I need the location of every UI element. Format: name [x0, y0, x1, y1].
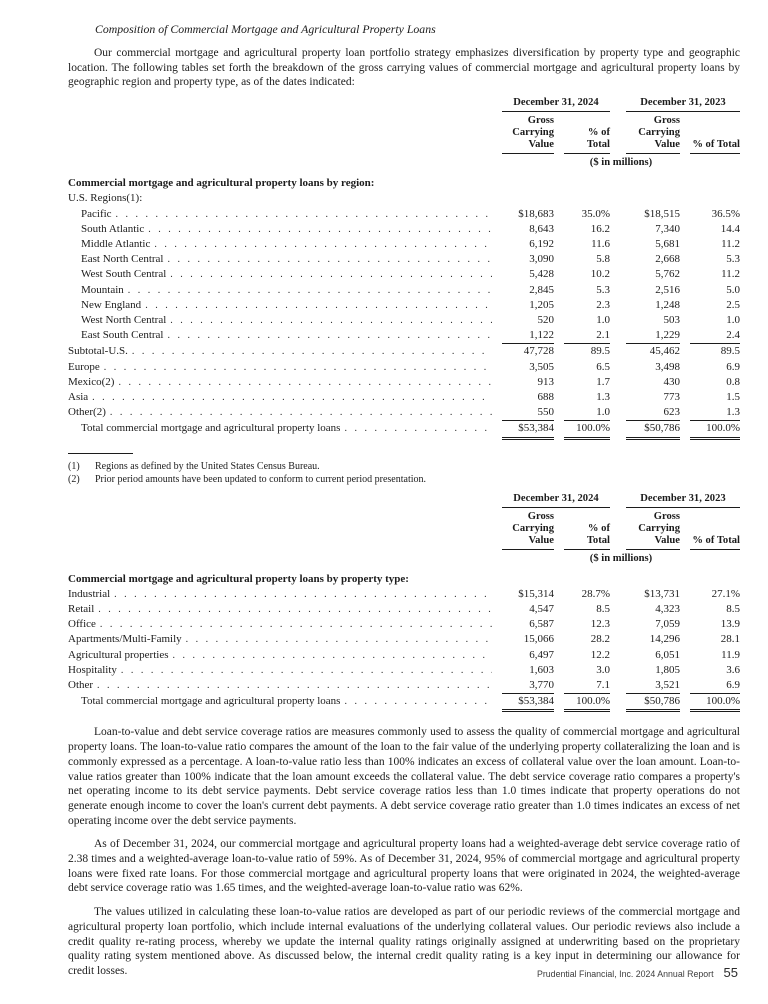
cell-value: 36.5%	[711, 207, 740, 220]
cell-value: 5.3	[726, 253, 740, 266]
cell-value: 2.5	[726, 298, 740, 311]
intro-paragraph: Our commercial mortgage and agricultural property loan portfolio strategy emphasizes diversification by property type and geographic location. The following tables set forth the breakdown of the gross carrying values of commercial mortgage and agricultural property loans by geographic region and property type, as of the dates indicated:	[68, 47, 740, 89]
column-group-header: December 31, 2023	[626, 97, 740, 112]
cell-value: 1.5	[726, 390, 740, 403]
dot-leader	[164, 328, 493, 343]
footnote	[68, 473, 740, 486]
cell-value: 8.5	[596, 602, 610, 615]
cell-value: 1,205	[529, 298, 554, 311]
units-note: ($ in millions)	[589, 157, 653, 169]
table-row	[68, 617, 740, 632]
dot-leader	[128, 344, 492, 359]
page-title: Composition of Commercial Mortgage and Agricultural Property Loans	[95, 22, 436, 36]
cell-value: 7,059	[655, 618, 680, 631]
cell-value: 27.1%	[711, 587, 740, 600]
cell-value: 1.3	[690, 405, 740, 421]
dot-leader	[141, 298, 492, 313]
table-row	[68, 207, 740, 222]
cell-value: 12.2	[590, 648, 610, 661]
footnote	[68, 460, 740, 473]
table-row	[68, 191, 740, 206]
table-row	[68, 298, 740, 313]
cell-value: 1,248	[655, 298, 680, 311]
footnote-divider	[68, 453, 133, 454]
cell-value: 100.0%	[690, 694, 740, 712]
row-label: South Atlantic	[81, 222, 145, 235]
cell-value: 89.5	[720, 345, 740, 358]
table-row	[68, 360, 740, 375]
dot-leader	[163, 252, 492, 267]
cell-value: 6.9	[690, 678, 740, 694]
column-header: % of Total	[690, 139, 740, 154]
cell-value: 1.0	[564, 405, 610, 421]
row-label: West South Central	[81, 268, 167, 281]
cell-value: 6,497	[529, 648, 554, 661]
dot-leader	[114, 375, 492, 390]
footnote-text: Prior period amounts have been updated to conform to current period presentation.	[95, 473, 427, 485]
row-label: Mountain	[81, 283, 124, 296]
column-header: Gross Carrying Value	[626, 511, 680, 550]
column-header: % of Total	[564, 127, 610, 154]
units-note: ($ in millions)	[589, 552, 653, 564]
cell-value: 1,229	[626, 328, 680, 344]
cell-value: 2,845	[529, 283, 554, 296]
cell-value: 0.8	[726, 375, 740, 388]
cell-value: 1.0	[596, 313, 610, 326]
cell-value: 47,728	[523, 345, 554, 358]
cell-value: 15,066	[523, 633, 554, 646]
cell-value: 8.5	[726, 602, 740, 615]
cell-value: 1.3	[596, 390, 610, 403]
cell-value: 5.3	[596, 283, 610, 296]
dot-leader	[150, 237, 492, 252]
row-label: Other(2)	[68, 406, 106, 419]
cell-value: 100.0%	[690, 421, 740, 439]
row-label: Total commercial mortgage and agricultural property loans	[81, 422, 341, 435]
cell-value: 7.1	[564, 678, 610, 694]
cell-value: 1.7	[596, 375, 610, 388]
column-group-header: December 31, 2024	[502, 493, 610, 508]
cell-value: 28.2	[590, 633, 610, 646]
cell-value: 688	[537, 390, 554, 403]
cell-value: $15,314	[518, 587, 554, 600]
dot-leader	[112, 207, 492, 222]
column-group-header: December 31, 2024	[502, 97, 610, 112]
cell-value: 2,516	[655, 283, 680, 296]
cell-value: 1,122	[502, 328, 554, 344]
cell-value: 11.2	[721, 268, 740, 281]
row-label: Pacific	[81, 207, 112, 220]
row-label: East South Central	[81, 329, 164, 342]
footnote-text: Regions as defined by the United States Census Bureau.	[95, 460, 320, 472]
dot-leader	[88, 390, 492, 405]
dot-leader	[110, 587, 492, 602]
footnotes-block	[68, 453, 740, 486]
cell-value: 550	[502, 405, 554, 421]
cell-value: 6,587	[529, 618, 554, 631]
row-label: Industrial	[68, 587, 111, 600]
cell-value: 913	[537, 375, 554, 388]
table-row	[68, 328, 740, 344]
cell-value: 430	[663, 375, 680, 388]
dot-leader	[94, 602, 492, 617]
table-row	[68, 267, 740, 282]
paragraph-valuation-process: The values utilized in calculating these loan-to-value ratios are developed as part of our periodic reviews of the commercial mortgage and agricultural property loan portfolio, which include internal evaluations of the underlying collateral values. Our periodic reviews also include a credit quality re-rating process, whereby we update the internal quality ratings originally assigned at underwriting based on the proprietary quality rating system mentioned above. As discussed below, the internal credit quality rating is a key input in determining our allowance for credit losses.	[68, 906, 740, 977]
row-label: Apartments/Multi-Family	[68, 633, 182, 646]
table-row	[68, 405, 740, 421]
dot-leader	[100, 360, 492, 375]
footer-report-title: Prudential Financial, Inc. 2024 Annual Report	[536, 969, 714, 979]
table-header-dates	[68, 493, 740, 508]
dot-leader	[166, 267, 492, 282]
table-header-units	[68, 154, 740, 171]
table-row	[68, 572, 740, 587]
cell-value: 14.4	[720, 222, 740, 235]
footnote-marker: (1)	[68, 460, 80, 472]
cell-value: 2.4	[690, 328, 740, 344]
cell-value: 6,051	[655, 648, 680, 661]
cell-value: 3,770	[502, 678, 554, 694]
cell-value: 12.3	[590, 618, 610, 631]
cell-value: $53,384	[502, 694, 554, 712]
table-row	[68, 176, 740, 191]
body-paragraphs	[68, 725, 740, 978]
column-header: Gross Carrying Value	[626, 115, 680, 154]
table-row	[68, 663, 740, 678]
column-header: % of Total	[690, 535, 740, 550]
cell-value: 2.1	[564, 328, 610, 344]
cell-value: 100.0%	[564, 421, 610, 439]
table-body	[68, 572, 740, 713]
loans-by-property-type-table	[68, 493, 740, 713]
row-label: Commercial mortgage and agricultural property loans by property type:	[68, 572, 409, 585]
cell-value: $50,786	[626, 421, 680, 439]
cell-value: 5,428	[529, 268, 554, 281]
table-row	[68, 694, 740, 712]
table-header-units	[68, 550, 740, 567]
cell-value: 4,323	[655, 602, 680, 615]
table-row	[68, 648, 740, 663]
cell-value: 11.6	[591, 237, 610, 250]
page-footer	[537, 965, 738, 980]
row-label: Commercial mortgage and agricultural property loans by region:	[68, 177, 375, 190]
cell-value: 3,090	[529, 253, 554, 266]
row-label: Asia	[68, 390, 89, 403]
dot-leader	[96, 617, 492, 632]
cell-value: 1.0	[726, 313, 740, 326]
cell-value: 10.2	[590, 268, 610, 281]
table-row	[68, 632, 740, 647]
cell-value: 623	[626, 405, 680, 421]
cell-value: 5.8	[596, 253, 610, 266]
row-label: Total commercial mortgage and agricultural property loans	[81, 695, 341, 708]
table-row	[68, 375, 740, 390]
row-label: Europe	[68, 360, 100, 373]
loans-by-region-table	[68, 97, 740, 439]
cell-value: 3,521	[626, 678, 680, 694]
cell-value: 520	[537, 313, 554, 326]
cell-value: 773	[663, 390, 680, 403]
cell-value: 4,547	[529, 602, 554, 615]
cell-value: 3.6	[726, 663, 740, 676]
row-label: Office	[68, 618, 96, 631]
table-header-subcolumns	[68, 511, 740, 550]
cell-value: 14,296	[649, 633, 680, 646]
column-header: Gross Carrying Value	[502, 115, 554, 154]
table-row	[68, 678, 740, 694]
table-header-subcolumns	[68, 115, 740, 154]
dot-leader	[182, 632, 492, 647]
cell-value: 11.9	[721, 648, 740, 661]
cell-value: 11.2	[721, 237, 740, 250]
dot-leader	[340, 421, 492, 436]
cell-value: 3.0	[596, 663, 610, 676]
row-label: U.S. Regions(1):	[68, 192, 143, 205]
cell-value: $18,515	[644, 207, 680, 220]
table-row	[68, 421, 740, 439]
paragraph-ratios-2024: As of December 31, 2024, our commercial mortgage and agricultural property loans had a weighted-average debt service coverage ratio of 2.38 times and a weighted-average loan-to-value ratio of 59%. As of December 31, 2024, 95% of commercial mortgage and agricultural property loans were fixed rate loans. For those commercial mortgage and agricultural property loans that were originated in 2024, the weighted-average debt service coverage ratio was 1.65 times, and the weighted-average loan-to-value ratio was 62%.	[68, 838, 740, 895]
cell-value: $13,731	[644, 587, 680, 600]
cell-value: 13.9	[720, 618, 740, 631]
cell-value: 503	[663, 313, 680, 326]
cell-value: 1,603	[529, 663, 554, 676]
dot-leader	[124, 283, 492, 298]
cell-value: 3,498	[655, 360, 680, 373]
row-label: Agricultural properties	[68, 648, 169, 661]
dot-leader	[169, 648, 493, 663]
table-row	[68, 252, 740, 267]
dot-leader	[166, 313, 492, 328]
table-row	[68, 390, 740, 405]
dot-leader	[93, 678, 492, 693]
paragraph-loan-to-value: Loan-to-value and debt service coverage ratios are measures commonly used to assess the quality of commercial mortgage and agricultural property loans. The loan-to-value ratio compares the amount of the loan to the fair value of the underlying property collateralizing the loan and is commonly expressed as a percentage. A loan-to-value ratio less than 100% indicates an excess of collateral value over the loan amount. Loan-to-value ratios greater than 100% indicate that the loan amount exceeds the collateral value. The debt service coverage ratio compares a property's net operating income to its debt service payments. Debt service coverage ratios less than 1.0 times indicate that property operations do not generate enough income to cover the loan's current debt payments. A debt service coverage ratio greater than 1.0 times indicates an excess of net operating income over the debt service payments.	[68, 726, 740, 827]
cell-value: 5,681	[655, 237, 680, 250]
cell-value: 16.2	[590, 222, 610, 235]
cell-value: 5,762	[655, 268, 680, 281]
table-row	[68, 237, 740, 252]
dot-leader	[117, 663, 492, 678]
cell-value: 3,505	[529, 360, 554, 373]
row-label: Hospitality	[68, 663, 117, 676]
column-header: Gross Carrying Value	[502, 511, 554, 550]
cell-value: 6,192	[529, 237, 554, 250]
row-label: New England	[81, 298, 142, 311]
column-header: % of Total	[564, 523, 610, 550]
dot-leader	[340, 694, 492, 709]
cell-value: 5.0	[726, 283, 740, 296]
cell-value: $53,384	[502, 421, 554, 439]
cell-value: 28.7%	[581, 587, 610, 600]
row-label: East North Central	[81, 253, 164, 266]
table-row	[68, 313, 740, 328]
row-label: West North Central	[81, 313, 167, 326]
table-header-dates	[68, 97, 740, 112]
dot-leader	[144, 222, 492, 237]
table-row	[68, 222, 740, 237]
row-label: Other	[68, 678, 94, 691]
cell-value: 6.5	[596, 360, 610, 373]
dot-leader	[106, 405, 492, 420]
cell-value: 89.5	[590, 345, 610, 358]
cell-value: 6.9	[726, 360, 740, 373]
cell-value: $18,683	[518, 207, 554, 220]
footnote-marker: (2)	[68, 473, 80, 485]
cell-value: 8,643	[529, 222, 554, 235]
cell-value: 35.0%	[581, 207, 610, 220]
column-group-header: December 31, 2023	[626, 493, 740, 508]
table-body	[68, 176, 740, 439]
table-row	[68, 587, 740, 602]
cell-value: $50,786	[626, 694, 680, 712]
cell-value: 7,340	[655, 222, 680, 235]
table-row	[68, 602, 740, 617]
cell-value: 45,462	[649, 345, 680, 358]
page-number: 55	[723, 965, 738, 980]
cell-value: 100.0%	[564, 694, 610, 712]
cell-value: 1,805	[655, 663, 680, 676]
row-label: Subtotal-U.S.	[68, 345, 128, 358]
cell-value: 28.1	[720, 633, 740, 646]
table-row	[68, 283, 740, 298]
cell-value: 2.3	[596, 298, 610, 311]
row-label: Mexico(2)	[68, 375, 115, 388]
table-row	[68, 344, 740, 359]
cell-value: 2,668	[655, 253, 680, 266]
row-label: Middle Atlantic	[81, 237, 151, 250]
row-label: Retail	[68, 602, 95, 615]
